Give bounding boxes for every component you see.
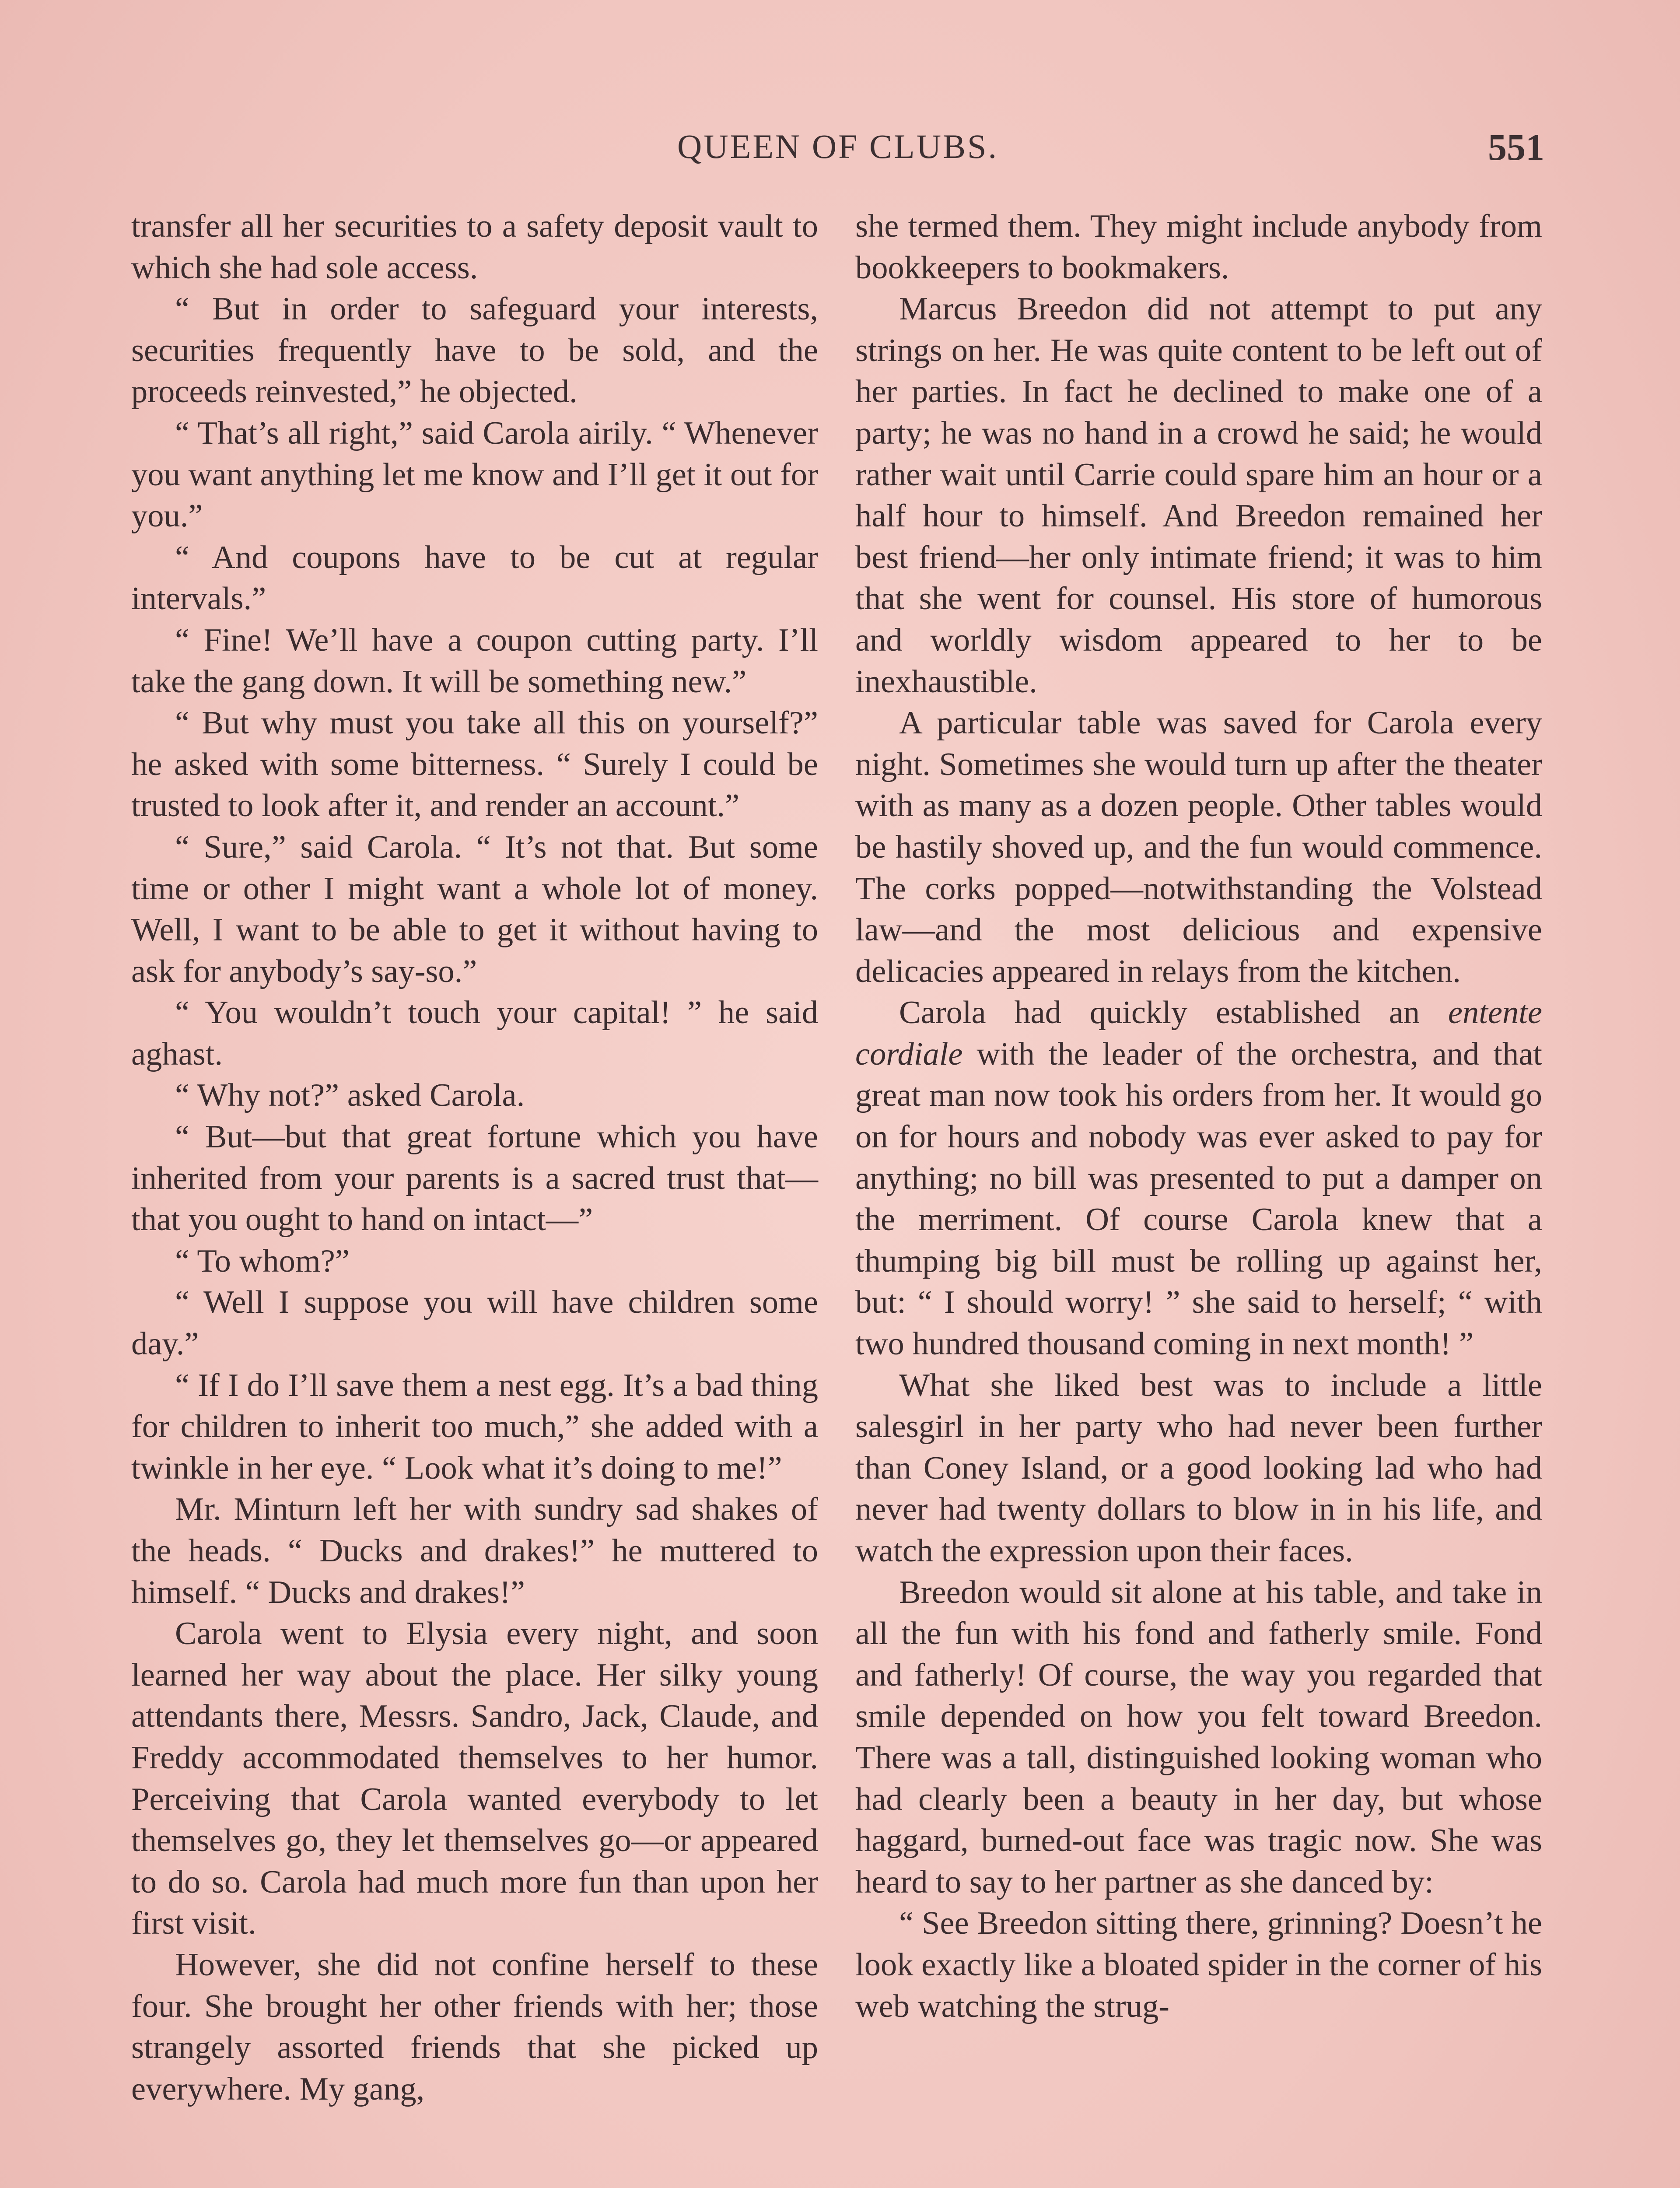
paragraph-text: “ But why must you take all this on yourself?” he asked with some bitterness. “ Surely I could be trusted to look after it, and render an account.”	[131, 705, 818, 824]
paragraph-text: “ Sure,” said Carola. “ It’s not that. But some time or other I might want a whole lot of money. Well, I want to be able to get it without having to ask for anybody’s say-so.”	[131, 829, 818, 989]
paragraph-text: “ And coupons have to be cut at regular intervals.”	[131, 539, 818, 617]
paragraph	[855, 1903, 1542, 2027]
paragraph-text: transfer all her securities to a safety deposit vault to which she had sole access.	[131, 208, 818, 286]
paragraph	[131, 827, 818, 992]
paragraph	[855, 702, 1542, 992]
paragraph-text: Carola had quickly established an	[899, 995, 1448, 1031]
paragraph	[131, 1365, 818, 1489]
paragraph	[131, 1282, 818, 1364]
paragraph	[855, 1572, 1542, 1903]
left-column	[131, 206, 818, 2110]
paragraph	[131, 288, 818, 413]
paragraph-text: “ But—but that great fortune which you have inherited from your parents is a sacred trust that—that you ought to hand on intact—”	[131, 1119, 818, 1238]
paragraph	[855, 288, 1542, 702]
paragraph-text: A particular table was saved for Carola every night. Sometimes she would turn up after the theater with as many as a dozen people. Other tables would be hastily shoved up, and the fun would commence. The corks popped—notwithstanding the Volstead law—and the most delicious and expensive delicacies appeared in relays from the kitchen.	[855, 705, 1542, 989]
paragraph-text: Mr. Minturn left her with sundry sad shakes of the heads. “ Ducks and drakes!” he muttered to himself. “ Ducks and drakes!”	[131, 1491, 818, 1610]
paragraph	[131, 1075, 818, 1116]
running-title: QUEEN OF CLUBS.	[677, 127, 998, 165]
paragraph-text: “ Well I suppose you will have children some day.”	[131, 1284, 818, 1362]
paragraph	[131, 537, 818, 620]
paragraph	[131, 1489, 818, 1613]
paragraph-text: with the leader of the orchestra, and that great man now took his orders from her. It would go on for hours and nobody was ever asked to pay for anything; no bill was presented to put a damper on the merriment. Of course Carola knew that a thumping big bill must be rolling up against her, but: “ I should worry! ” she said to herself; “ with two hundred thousand coming in next month! ”	[855, 1036, 1542, 1362]
paragraph-text: However, she did not confine herself to these four. She brought her other friends with her; those strangely assorted friends that she picked up everywhere. My gang,	[131, 1946, 818, 2107]
paragraph-text: “ To whom?”	[175, 1243, 350, 1279]
paragraph-text: What she liked best was to include a little salesgirl in her party who had never been further than Coney Island, or a good looking lad who had never had twenty dollars to blow in in his life, and watch the expression upon their faces.	[855, 1367, 1542, 1569]
page-header	[131, 127, 1544, 179]
paragraph-text: Carola went to Elysia every night, and soon learned her way about the place. Her silky young attendants there, Messrs. Sandro, Jack, Claude, and Freddy accommodated themselves to her humor. Perceiving that Carola wanted everybody to let themselves go, they let themselves go—or appeared to do so. Carola had much more fun than upon her first visit.	[131, 1616, 818, 1942]
paragraph-text: “ Fine! We’ll have a coupon cutting party. I’ll take the gang down. It will be something new.”	[131, 622, 818, 700]
paragraph	[131, 620, 818, 702]
paragraph-text: “ If I do I’ll save them a nest egg. It’s a bad thing for children to inherit too much,” she added with a twinkle in her eye. “ Look what it’s doing to me!”	[131, 1367, 818, 1486]
paragraph-text: “ Why not?” asked Carola.	[175, 1077, 525, 1114]
paragraph	[131, 1241, 818, 1282]
paragraph	[131, 206, 818, 288]
right-column	[855, 206, 1542, 2027]
paragraph	[855, 992, 1542, 1364]
paragraph-text: “ You wouldn’t touch your capital! ” he said aghast.	[131, 995, 818, 1072]
paragraph	[131, 702, 818, 827]
paragraph-text: “ But in order to safeguard your interests, securities frequently have to be sold, and the proceeds reinvested,” he objected.	[131, 291, 818, 410]
paragraph	[855, 1365, 1542, 1572]
paragraph	[855, 206, 1542, 288]
paragraph	[131, 413, 818, 537]
paragraph-text: she termed them. They might include anybody from bookkeepers to bookmakers.	[855, 208, 1542, 286]
paragraph	[131, 992, 818, 1075]
italic-phrase: entente cordiale	[855, 995, 1542, 1072]
paragraph-text: Breedon would sit alone at his table, and take in all the fun with his fond and fatherly smile. Fond and fatherly! Of course, the way you regarded that smile depended on how you felt toward Breedon. There was a tall, distinguished looking woman who had clearly been a beauty in her day, but whose haggard, burned-out face was tragic now. She was heard to say to her partner as she danced by:	[855, 1574, 1542, 1900]
paragraph	[131, 1613, 818, 1944]
paragraph-text: “ That’s all right,” said Carola airily. “ Whenever you want anything let me know and I’ll get it out for you.”	[131, 415, 818, 534]
page-number: 551	[1488, 126, 1544, 168]
paragraph-text: Marcus Breedon did not attempt to put any strings on her. He was quite content to be left out of her parties. In fact he declined to make one of a party; he was no hand in a crowd he said; he would rather wait until Carrie could spare him an hour or a half hour to himself. And Breedon remained her best friend—her only intimate friend; it was to him that she went for counsel. His store of humorous and worldly wisdom appeared to her to be inexhaustible.	[855, 291, 1542, 700]
paragraph	[131, 1116, 818, 1241]
paragraph-text: “ See Breedon sitting there, grinning? Doesn’t he look exactly like a bloated spider in the corner of his web watching the strug-	[855, 1905, 1542, 2024]
paragraph	[131, 1944, 818, 2110]
